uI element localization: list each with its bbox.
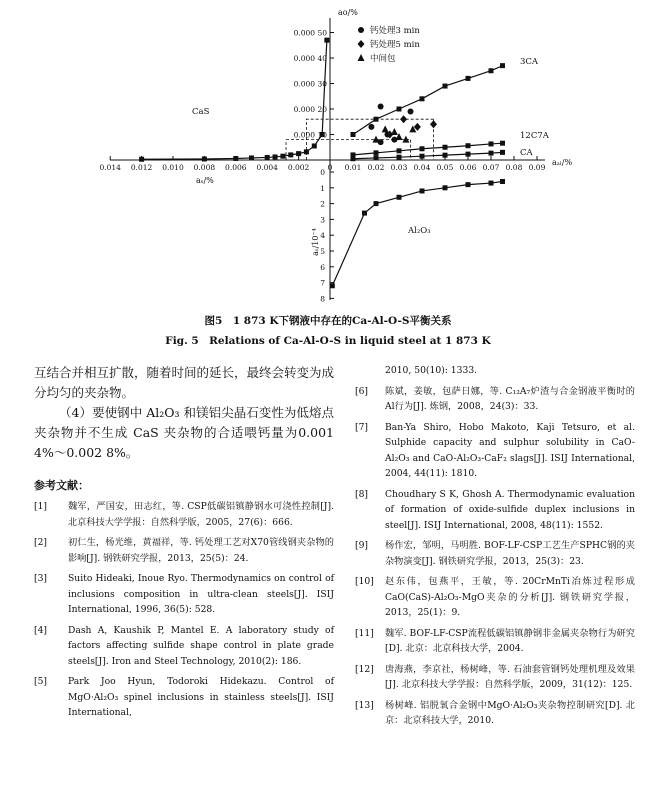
tick-label: 6	[320, 262, 325, 272]
tick-label: 0.000 50	[293, 28, 327, 38]
reference-text: 初仁生，杨光维，黄福祥，等. 钙处理工艺对X70管线钢夹杂物的影响[J]. 钢铁研究学报，2013，25(5)：24.	[68, 537, 334, 564]
tick-label: 0.006	[225, 163, 247, 172]
series-point	[500, 63, 505, 68]
reference-number: [4]	[34, 624, 48, 636]
reference-item	[355, 420, 635, 482]
series-point	[374, 201, 379, 206]
reference-item	[34, 535, 334, 566]
scatter-point-diamond	[414, 123, 421, 131]
tick-label: 1	[320, 183, 325, 193]
series-point	[397, 155, 402, 160]
reference-number: [9]	[355, 540, 369, 551]
series-point	[249, 155, 254, 160]
reference-number: [6]	[355, 385, 369, 397]
tick-label: 0.06	[459, 163, 477, 172]
tick-label: 8	[320, 294, 325, 304]
series-point	[443, 145, 448, 150]
equilibrium-figure	[0, 0, 656, 310]
reference-text: Dash A, Kaushik P, Mantel E. A laboratory study of factors affecting sulfide shape control in plate grade steels[J]. Iron and Steel Technology, 2010(2): 186.	[68, 624, 334, 667]
tick-label: 0.09	[528, 163, 546, 172]
series-point	[420, 154, 425, 159]
figure-labels	[99, 8, 572, 303]
right-column	[355, 363, 635, 734]
series-point	[420, 188, 425, 193]
series-line-0	[353, 66, 503, 135]
reference-text: Choudhary S K, Ghosh A. Thermodynamic evaluation of formation of oxide-sulfide duplex inclusions in steel[J]. ISIJ International, 2008, 48(11): 1552.	[385, 488, 635, 531]
scatter-point-circle	[358, 27, 364, 33]
references-title: 参考文献：	[34, 479, 89, 492]
reference-number: [12]	[355, 663, 374, 675]
series-point	[489, 181, 494, 186]
reference-item	[355, 574, 635, 621]
scatter-point-circle	[378, 103, 384, 109]
series-point	[443, 84, 448, 89]
series-point	[466, 152, 471, 157]
series-point	[500, 150, 505, 155]
reference-text: 杨树峰. 铝脱氧合金钢中MgO·Al₂O₃夹杂物控制研究[D]. 北京：北京科技大学，2010.	[385, 699, 635, 726]
tick-label: 2	[320, 199, 325, 209]
left-column	[34, 363, 334, 726]
reference-item	[34, 623, 334, 670]
scatter-point-circle	[408, 109, 414, 115]
region-label-ca: CA	[520, 148, 533, 158]
tick-label: 0.01	[344, 163, 362, 172]
reference-text: 2010, 50(10): 1333.	[385, 365, 478, 376]
tick-label: 0	[320, 168, 325, 177]
reference-item	[355, 538, 635, 569]
reference-text: 唐海燕，李京社，杨树峰，等. 石油套管钢钙处理机理及效果[J]. 北京科技大学学报：自然科学版，2009，31(12)：125.	[385, 663, 635, 690]
series-point	[280, 154, 285, 159]
tick-label: 0.000 40	[293, 54, 327, 63]
series-point	[500, 179, 505, 184]
tick-label: 3	[320, 215, 325, 225]
reference-item	[355, 626, 635, 657]
tick-label: 4	[320, 231, 325, 241]
reference-number: [5]	[34, 676, 48, 687]
tick-label: 0.000 10	[293, 130, 327, 140]
reference-item	[34, 571, 334, 618]
scatter-point-triangle	[402, 136, 409, 143]
reference-text: 魏军. BOF-LF-CSP流程低碳铝镇静钢非金属夹杂物行为研究[D]. 北京：北京科技大学，2004.	[385, 627, 635, 654]
reference-text: 陈斌，姜敏，包萨日娜，等. C₁₂A₇炉渣与合金钢液平衡时的Al行为[J]. 炼钢，2008，24(3)：33.	[385, 385, 635, 412]
axis-label-y-bottom: aₛ/10⁻⁴	[311, 228, 320, 256]
tick-label: 0	[327, 163, 333, 172]
reference-number: [2]	[34, 537, 48, 548]
reference-text: 杨作宏，邹明，马明胜. BOF-LF-CSP工艺生产SPHC钢的夹杂物演变[J]. 钢铁研究学报，2013，25(3)：23.	[385, 540, 635, 567]
scatter-point-diamond	[400, 115, 407, 123]
tick-label: 0.04	[413, 163, 431, 172]
reference-number: [7]	[355, 421, 369, 433]
tick-label: 0.012	[130, 163, 153, 172]
reference-number: [13]	[355, 699, 374, 711]
series-point	[202, 156, 207, 161]
tick-label: 0.010	[162, 163, 184, 172]
reference-item	[34, 674, 334, 721]
tick-label: 0.000 20	[293, 105, 327, 114]
reference-number	[355, 363, 385, 379]
scatter-point-triangle	[382, 125, 389, 132]
series-point	[330, 283, 335, 288]
series-point	[233, 156, 238, 161]
reference-item	[355, 363, 635, 379]
series-point	[324, 38, 329, 43]
reference-text: Suito Hideaki, Inoue Ryo. Thermodynamics on control of inclusions composition in ultra-clean steels[J]. ISIJ International, 1996, 36(5): 528.	[68, 573, 334, 615]
series-point	[420, 146, 425, 151]
series-point	[466, 182, 471, 187]
region-label-3ca: 3CA	[520, 57, 539, 67]
series-point	[466, 76, 471, 81]
series-point	[397, 195, 402, 200]
reference-number: [3]	[34, 573, 48, 584]
region-label-al2o3: Al₂O₃	[408, 226, 431, 236]
reference-item	[355, 698, 635, 729]
tick-label: 0.05	[436, 163, 454, 172]
reference-text: Park Joo Hyun, Todoroki Hidekazu. Control of MgO·Al₂O₃ spinel inclusions in stainless steels[J]. ISIJ International,	[68, 676, 334, 718]
tick-label: 0.07	[482, 163, 500, 172]
tick-label: 0.08	[505, 163, 523, 172]
reference-number: [10]	[355, 576, 374, 587]
reference-text: 魏军，严国安，田志红，等. CSP低碳铝镇静钢水可浇性控制[J]. 北京科技大学学报：自然科学版，2005，27(6)：666.	[68, 501, 334, 528]
series-point	[312, 143, 317, 148]
figure-caption-cn: 图5 1 873 K下钢液中存在的Ca-Al-O-S平衡关系	[204, 315, 452, 327]
scatter-point-circle	[368, 124, 374, 130]
series-point	[265, 155, 270, 160]
tick-label: 0.014	[99, 163, 121, 172]
legend-label: 钙处理3 min	[370, 26, 420, 36]
reference-text: 赵东伟，包燕平，王敏，等. 20CrMnTi冶炼过程形成CaO(CaS)-Al₂O₃-MgO夹杂的分析[J]. 钢铁研究学报，2013，25(1)：9.	[385, 576, 635, 618]
tick-label: 0.03	[390, 163, 408, 172]
region-label-cas: CaS	[192, 107, 210, 117]
series-point	[273, 154, 278, 159]
tick-label: 0.000 30	[293, 79, 327, 89]
axis-label-x-right: aₐₗ/%	[552, 158, 573, 167]
tick-label: 0.004	[256, 163, 278, 172]
reference-number: [1]	[34, 501, 48, 512]
reference-item	[34, 499, 334, 530]
tick-label: 5	[320, 247, 325, 256]
series-point	[288, 152, 293, 157]
tick-label: 0.02	[367, 163, 385, 172]
legend-label: 钙处理5 min	[370, 40, 420, 50]
references-list-left	[34, 499, 334, 721]
series-point	[397, 148, 402, 153]
series-point	[374, 150, 379, 155]
tick-label: 7	[320, 278, 325, 288]
series-point	[296, 151, 301, 156]
tick-label: 0.002	[287, 163, 310, 172]
body-paragraph-1: 互结合并相互扩散，随着时间的延长，最终会转变为成分均匀的夹杂物。	[34, 365, 335, 400]
legend-label: 中间包	[370, 54, 396, 64]
series-point	[443, 153, 448, 158]
scatter-point-triangle	[391, 128, 398, 135]
series-point	[500, 141, 505, 146]
reference-item	[355, 662, 635, 693]
scatter-point-triangle	[373, 136, 380, 143]
body-paragraph-2: （4）要使钢中 Al₂O₃ 和镁铝尖晶石变性为低熔点夹杂物并不生成 CaS 夹杂物的合适喂钙量为0.001 4%～0.002 8%。	[34, 405, 334, 460]
scatter-point-diamond	[430, 120, 437, 128]
reference-item	[355, 487, 635, 534]
figure-caption-en: Fig. 5 Relations of Ca-Al-O-S in liquid steel at 1 873 K	[165, 335, 491, 347]
series-point	[466, 143, 471, 148]
series-point	[489, 141, 494, 146]
tick-label: 0.008	[193, 163, 216, 172]
series-point	[443, 185, 448, 190]
series-point	[397, 107, 402, 112]
series-point	[374, 155, 379, 160]
reference-number: [11]	[355, 627, 374, 639]
series-point	[351, 156, 356, 161]
references-list-right	[355, 363, 635, 729]
axis-label-x-left: aₛ/%	[196, 176, 214, 185]
series-point	[139, 157, 144, 162]
reference-text: Ban-Ya Shiro, Hobo Makoto, Kaji Tetsuro, et al. Sulphide capacity and sulphur solubility in CaO-Al₂O₃ and CaO-Al₂O₃-CaF₂ slags[J]. ISIJ International, 2004, 44(11): 1810.	[385, 421, 635, 479]
series-point	[351, 132, 356, 137]
series-point	[489, 151, 494, 156]
series-point	[489, 68, 494, 73]
reference-number: [8]	[355, 488, 369, 500]
series-point	[420, 96, 425, 101]
scatter-point-diamond	[358, 40, 365, 48]
series-point	[362, 211, 367, 216]
scatter-point-triangle	[358, 54, 365, 61]
reference-item	[355, 384, 635, 415]
region-label-12c7a: 12C7A	[520, 131, 549, 141]
axis-label-y-top: aᴏ/%	[338, 8, 358, 17]
